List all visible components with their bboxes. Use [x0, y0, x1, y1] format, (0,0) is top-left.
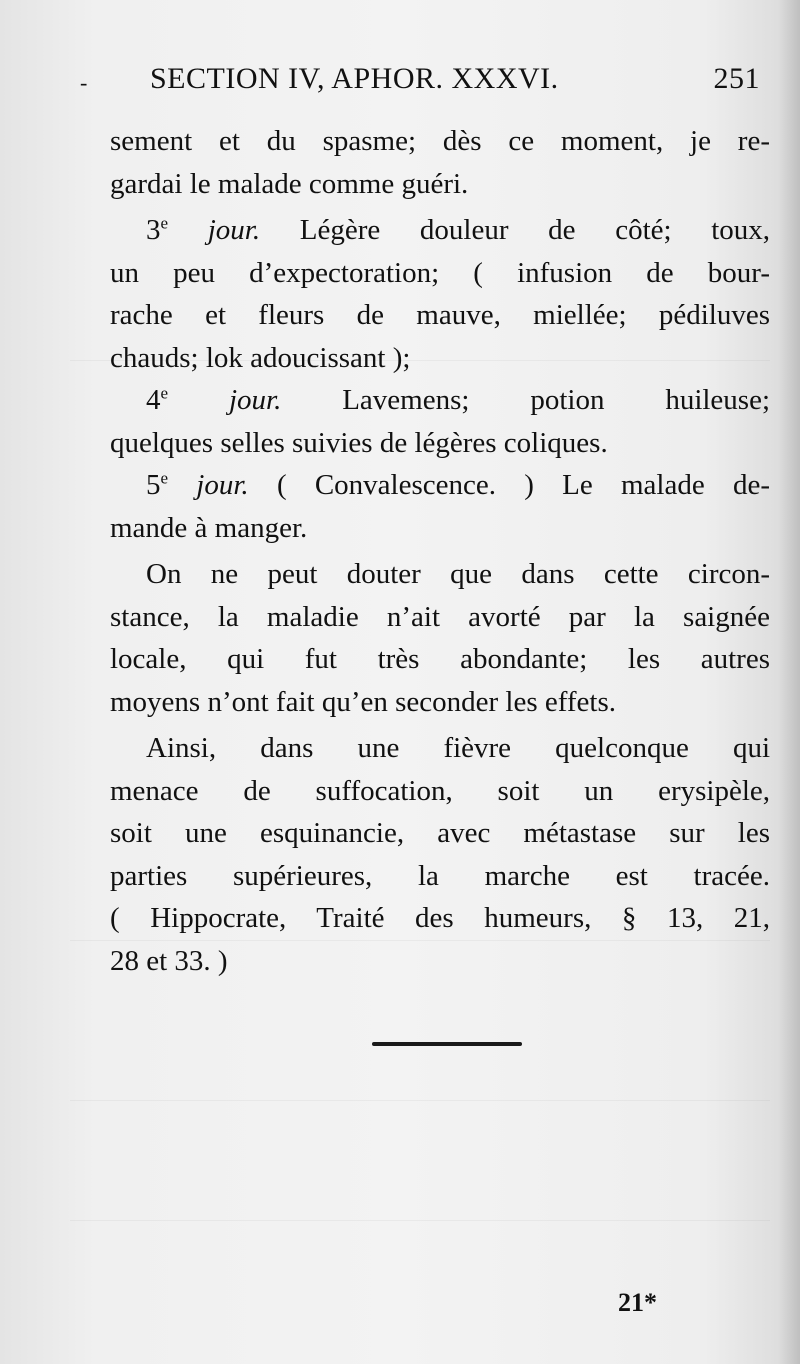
paragraph-ainsi — [110, 727, 770, 982]
ordinal-suffix: e — [160, 213, 169, 233]
text-line: soit une esquinancie, avec métastase sur les — [110, 817, 770, 849]
text-line: mande à manger. — [110, 511, 308, 544]
day-word: jour. — [207, 214, 261, 246]
ordinal-suffix: e — [160, 468, 169, 488]
day-word: jour. — [196, 469, 249, 501]
bleed-through-line — [70, 1100, 770, 1101]
paragraph-day-5 — [110, 464, 770, 549]
text-line — [110, 379, 770, 422]
text-line: un peu d’expectoration; ( infusion de bour- — [110, 256, 770, 289]
day-number: 3 — [146, 214, 161, 246]
text-line — [110, 464, 770, 507]
text-line — [110, 209, 770, 252]
day-number: 4 — [146, 384, 161, 416]
paragraph-conclusion — [110, 553, 770, 723]
text-line: 28 et 33. ) — [110, 944, 228, 977]
text-line: ( Hippocrate, Traité des humeurs, § 13, 21, — [110, 902, 770, 934]
text-span: ( Convalescence. ) Le malade de- — [276, 469, 770, 501]
text-span: Légère douleur de côté; toux, — [299, 214, 771, 246]
day-number: 5 — [146, 469, 161, 501]
bleed-through-line — [70, 1220, 770, 1221]
ordinal-suffix: e — [160, 383, 169, 403]
text-line: locale, qui fut très abondante; les autres — [110, 643, 770, 675]
page-number: 251 — [713, 62, 760, 95]
text-line: parties supérieures, la marche est tracée. — [110, 859, 770, 892]
text-line: Ainsi, dans une fièvre quelconque qui — [146, 732, 770, 764]
text-span: Lavemens; potion huileuse; — [342, 384, 771, 416]
text-line: quelques selles suivies de légères coliques. — [110, 426, 608, 459]
header-dash: - — [80, 70, 88, 95]
page-edge-shadow — [778, 0, 800, 1364]
section-title: SECTION IV, APHOR. XXXVI. — [150, 62, 559, 95]
text-line: rache et fleurs de mauve, miellée; pédiluves — [110, 299, 770, 331]
day-word: jour. — [228, 384, 282, 416]
running-header — [80, 62, 770, 110]
paragraph-continuation — [110, 120, 770, 205]
body-text — [110, 120, 770, 982]
paragraph-day-4 — [110, 379, 770, 464]
text-line: stance, la maladie n’ait avorté par la saignée — [110, 600, 770, 633]
section-divider-rule — [372, 1042, 522, 1046]
text-line: moyens n’ont fait qu’en seconder les effets. — [110, 685, 616, 718]
text-line: sement et du spasme; dès ce moment, je re- — [110, 125, 770, 157]
text-line: menace de suffocation, soit un erysipèle, — [110, 774, 770, 807]
text-line: On ne peut douter que dans cette circon- — [146, 558, 770, 590]
text-line: gardai le malade comme guéri. — [110, 167, 469, 200]
signature-mark: 21* — [618, 1288, 657, 1317]
text-line: chauds; lok adoucissant ); — [110, 341, 411, 374]
paragraph-day-3 — [110, 209, 770, 379]
